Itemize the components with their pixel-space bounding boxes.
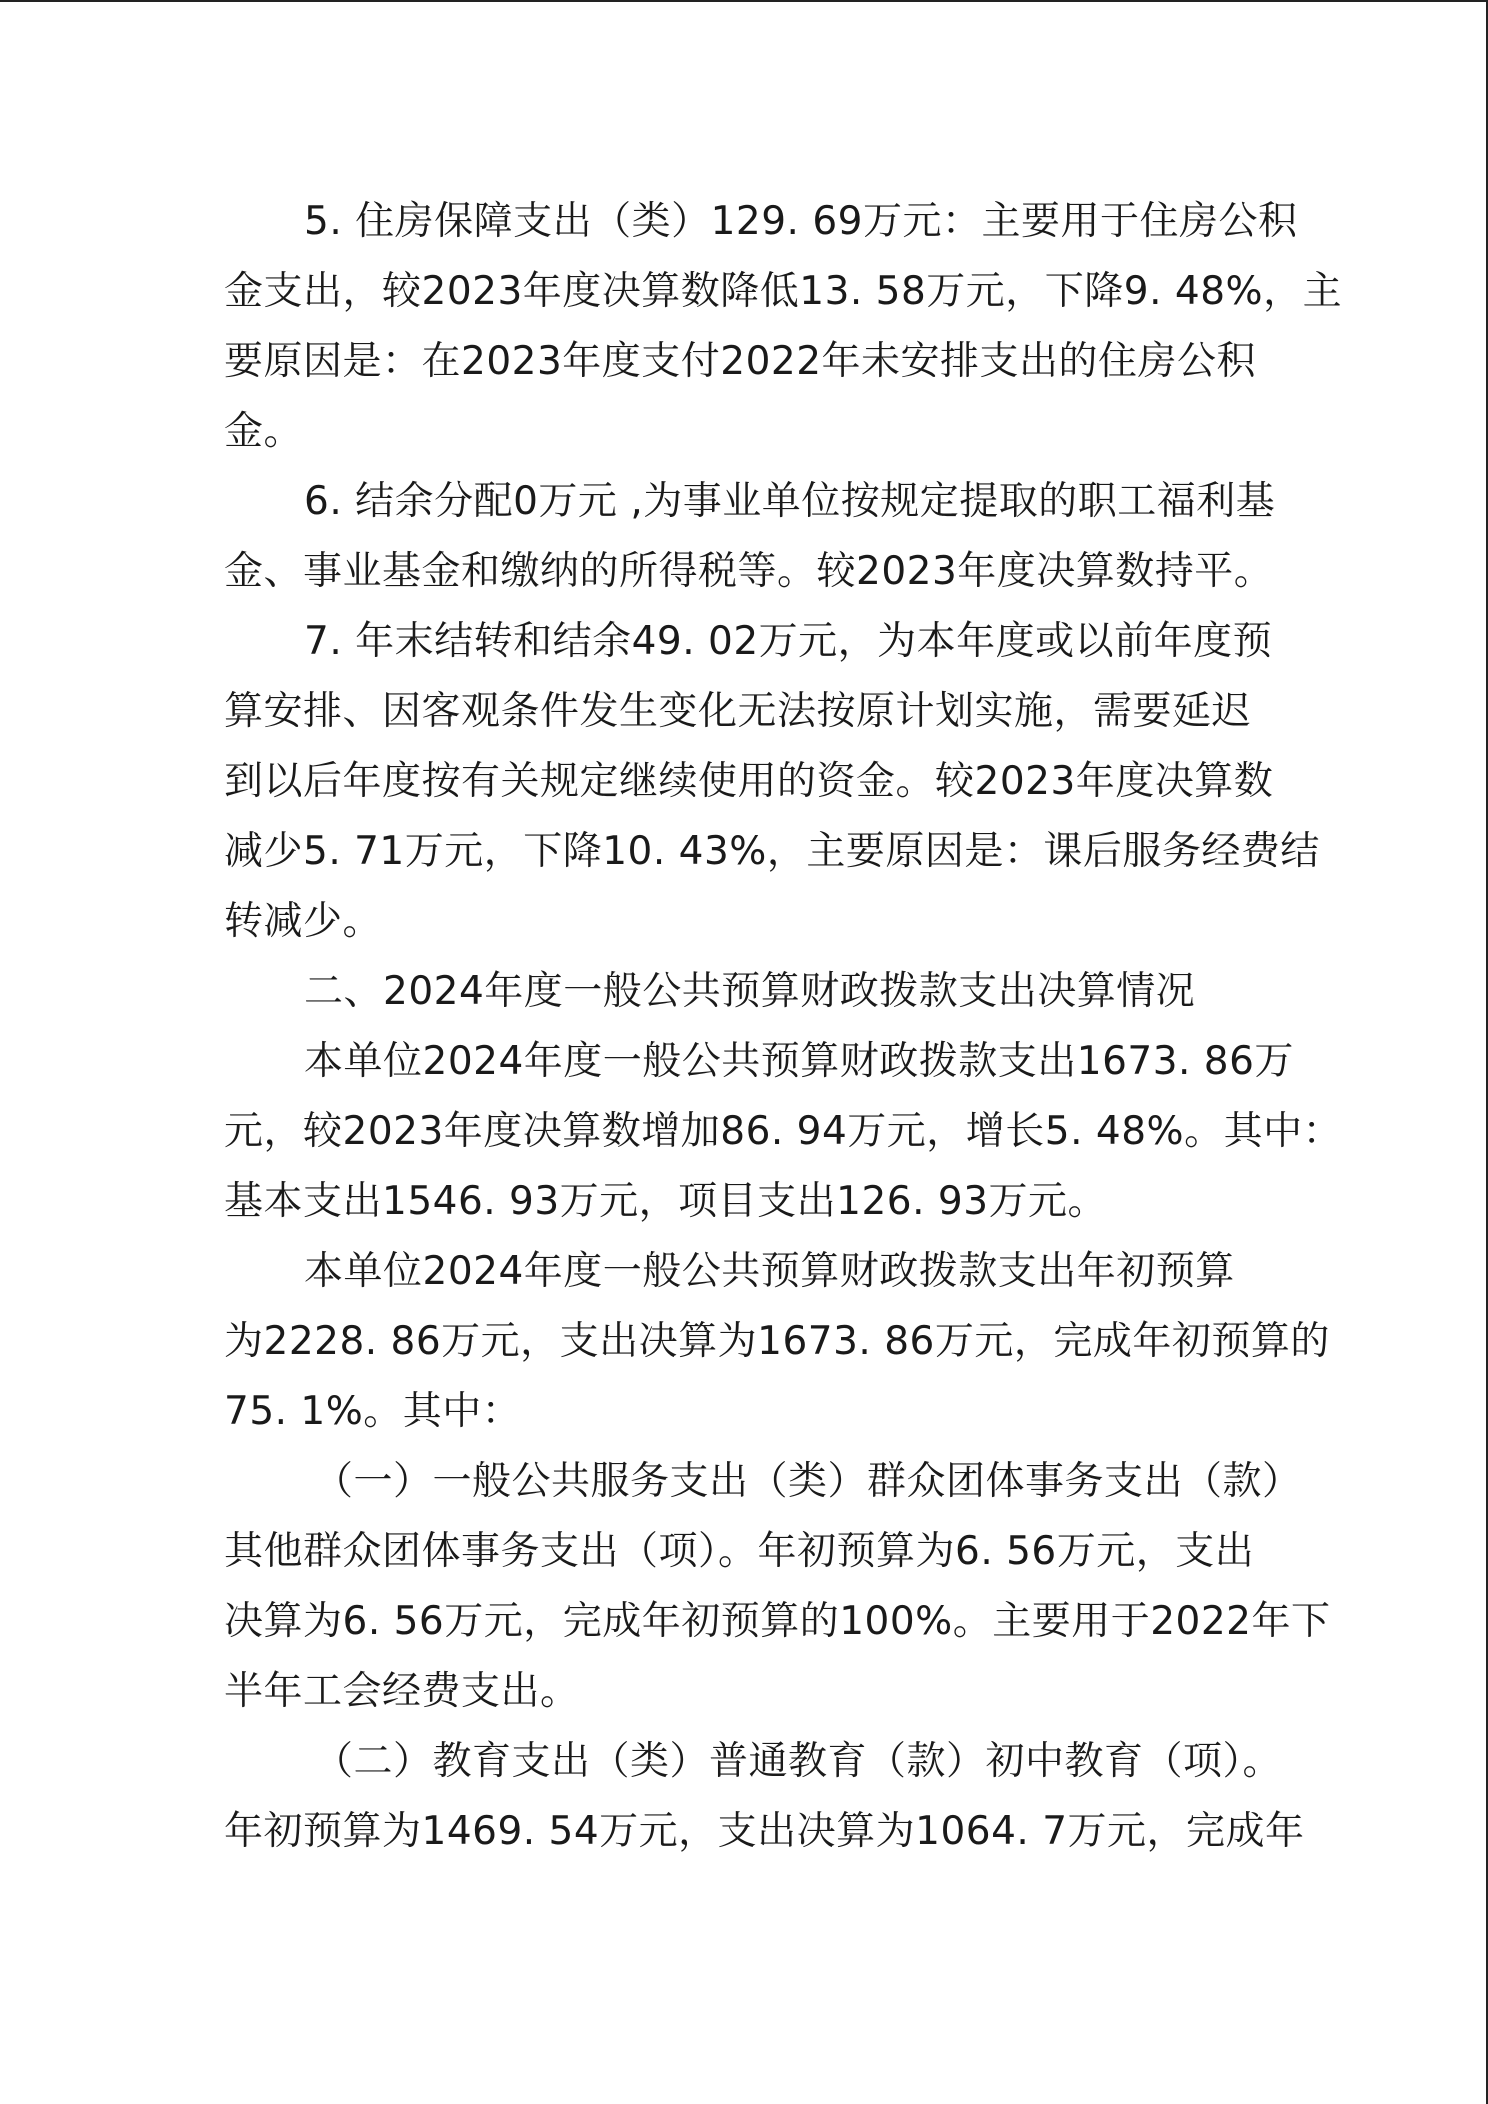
heading-line: 二、2024年度一般公共预算财政拨款支出决算情况 xyxy=(304,969,1196,1014)
text-line: 本单位2024年度一般公共预算财政拨款支出1673. 86万 xyxy=(304,1039,1294,1084)
text-line: 金、事业基金和缴纳的所得税等。较2023年度决算数持平。 xyxy=(224,549,1274,594)
text-line: （一）一般公共服务支出（类）群众团体事务支出（款） xyxy=(314,1459,1302,1504)
paragraph-general-budget-total xyxy=(224,1027,1343,1237)
text-line: 要原因是：在2023年度支付2022年未安排支出的住房公积 xyxy=(224,339,1257,384)
text-line: 7. 年末结转和结余49. 02万元，为本年度或以前年度预 xyxy=(304,619,1273,664)
text-line: 半年工会经费支出。 xyxy=(224,1669,580,1714)
text-line: 5. 住房保障支出（类）129. 69万元：主要用于住房公积 xyxy=(304,199,1298,244)
paragraph-public-services-expenditure xyxy=(224,1447,1331,1727)
text-line: 减少5. 71万元，下降10. 43%，主要原因是：课后服务经费结 xyxy=(224,829,1320,874)
text-line: 年初预算为1469. 54万元，支出决算为1064. 7万元，完成年 xyxy=(224,1809,1305,1854)
text-line: 为2228. 86万元，支出决算为1673. 86万元，完成年初预算的 xyxy=(224,1319,1330,1364)
text-line: 其他群众团体事务支出（项）。年初预算为6. 56万元，支出 xyxy=(224,1529,1255,1574)
text-line: 元，较2023年度决算数增加86. 94万元，增长5. 48%。其中： xyxy=(224,1109,1343,1154)
text-line: 基本支出1546. 93万元，项目支出126. 93万元。 xyxy=(224,1179,1108,1224)
text-line: 决算为6. 56万元，完成年初预算的100%。主要用于2022年下 xyxy=(224,1599,1331,1644)
text-line: 算安排、因客观条件发生变化无法按原计划实施，需要延迟 xyxy=(224,689,1252,734)
text-line: 转减少。 xyxy=(224,899,383,944)
text-line: 金支出，较2023年度决算数降低13. 58万元，下降9. 48%，主 xyxy=(224,269,1343,314)
text-line: （二）教育支出（类）普通教育（款）初中教育（项）。 xyxy=(314,1739,1283,1784)
section-heading-2024-general-budget xyxy=(224,957,1264,1027)
paragraph-housing-expenditure xyxy=(224,187,1343,467)
document-page xyxy=(224,187,1343,1867)
paragraph-year-end-carryover xyxy=(224,607,1320,957)
paragraph-surplus-distribution xyxy=(224,467,1276,607)
page-top-border xyxy=(0,0,1488,2)
text-line: 本单位2024年度一般公共预算财政拨款支出年初预算 xyxy=(304,1249,1235,1294)
text-line: 75. 1%。其中： xyxy=(224,1389,522,1434)
text-line: 6. 结余分配0万元 ,为事业单位按规定提取的职工福利基 xyxy=(304,479,1276,524)
text-line: 到以后年度按有关规定继续使用的资金。较2023年度决算数 xyxy=(224,759,1274,804)
paragraph-initial-budget-completion xyxy=(224,1237,1330,1447)
paragraph-education-expenditure xyxy=(224,1727,1305,1867)
text-line: 金。 xyxy=(224,409,304,454)
